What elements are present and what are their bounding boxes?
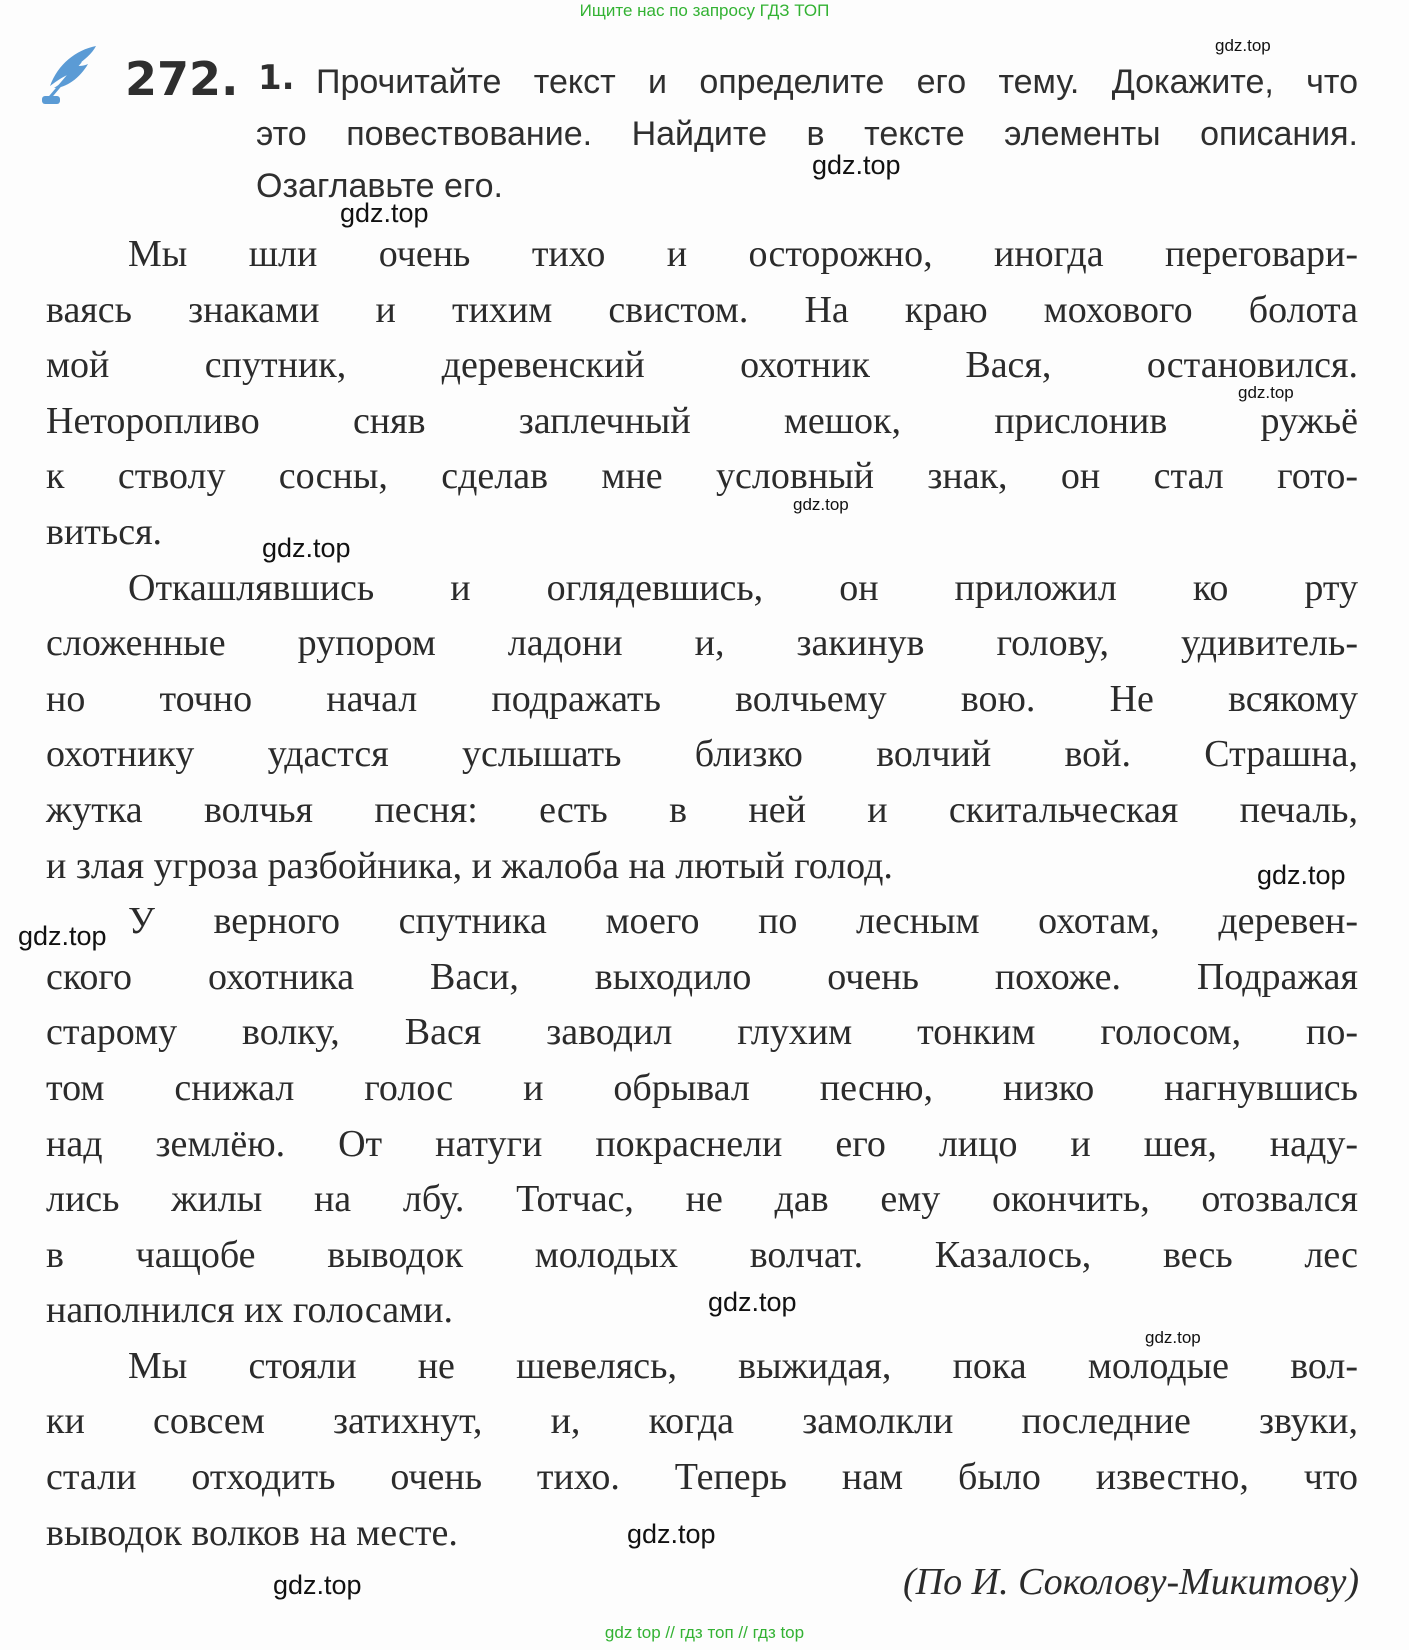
task-line: Озаглавьте его. — [256, 167, 503, 205]
text-line: но точно начал подражать волчьему вою. Не всякому — [46, 677, 1358, 720]
text-line: Неторопливо сняв заплечный мешок, прислонив ружьё — [46, 399, 1358, 442]
watermark: gdz.top — [627, 1519, 716, 1549]
text-line: ваясь знаками и тихим свистом. На краю мохового болота — [46, 288, 1358, 331]
text-line: и злая угроза разбойника, и жалоба на лютый голод. — [46, 844, 893, 887]
task-line: это повествование. Найдите в тексте элементы описания. — [256, 115, 1358, 153]
exercise-number: 272. — [125, 52, 239, 106]
watermark: gdz.top — [273, 1570, 362, 1600]
text-line: над землёю. От натуги покраснели его лицо и шея, наду- — [46, 1122, 1358, 1165]
watermark: gdz.top — [1257, 860, 1346, 890]
watermark: gdz.top — [1238, 383, 1294, 402]
watermark: gdz.top — [1145, 1328, 1201, 1347]
watermark: gdz.top — [18, 921, 107, 951]
feather-icon — [40, 44, 100, 106]
text-line: стали отходить очень тихо. Теперь нам было известно, что — [46, 1456, 1358, 1499]
text-line: Мы стояли не шевелясь, выжидая, пока молодые вол- — [128, 1344, 1358, 1387]
text-line: мой спутник, деревенский охотник Вася, остановился. — [46, 344, 1358, 387]
text-line: ского охотника Васи, выходило очень похоже. Подражая — [46, 955, 1358, 998]
watermark: gdz.top — [708, 1287, 797, 1317]
watermark: gdz.top — [793, 495, 849, 514]
author-attribution: (По И. Соколову-Микитову) — [903, 1561, 1359, 1603]
watermark: gdz.top — [1215, 36, 1271, 55]
text-line: к стволу сосны, сделав мне условный знак, он стал гото- — [46, 455, 1358, 498]
text-line: У верного спутника моего по лесным охотам, деревен- — [128, 900, 1358, 943]
text-line: Откашлявшись и оглядевшись, он приложил ко рту — [128, 566, 1358, 609]
text-line: выводок волков на месте. — [46, 1511, 458, 1554]
search-banner[interactable]: Ищите нас по запросу ГДЗ ТОП — [579, 1, 830, 20]
text-line: охотнику удастся услышать близко волчий вой. Страшна, — [46, 733, 1358, 776]
task-number: 1. — [258, 58, 295, 98]
text-line: наполнился их голосами. — [46, 1289, 453, 1332]
text-line: виться. — [46, 510, 163, 553]
text-line: лись жилы на лбу. Тотчас, не дав ему окончить, отозвался — [46, 1178, 1358, 1221]
story-text — [46, 227, 1358, 1561]
watermark: gdz.top — [340, 198, 429, 228]
footer-links[interactable]: gdz top // гдз топ // гдз top — [604, 1623, 805, 1642]
text-line: старому волку, Вася заводил глухим тонким голосом, по- — [46, 1011, 1358, 1054]
task-instructions — [256, 56, 1358, 212]
task-line: Прочитайте текст и определите его тему. Докажите, что — [316, 63, 1358, 101]
text-line: Мы шли очень тихо и осторожно, иногда переговари- — [128, 233, 1358, 275]
text-line: жутка волчья песня: есть в ней и скитальческая печаль, — [46, 788, 1358, 831]
watermark: gdz.top — [262, 533, 351, 563]
text-line: том снижал голос и обрывал песню, низко нагнувшись — [46, 1066, 1358, 1109]
watermark: gdz.top — [812, 150, 901, 180]
text-line: сложенные рупором ладони и, закинув голову, удивитель- — [46, 622, 1358, 665]
text-line: в чащобе выводок молодых волчат. Казалось, весь лес — [46, 1233, 1358, 1276]
text-line: ки совсем затихнут, и, когда замолкли последние звуки, — [46, 1400, 1358, 1443]
